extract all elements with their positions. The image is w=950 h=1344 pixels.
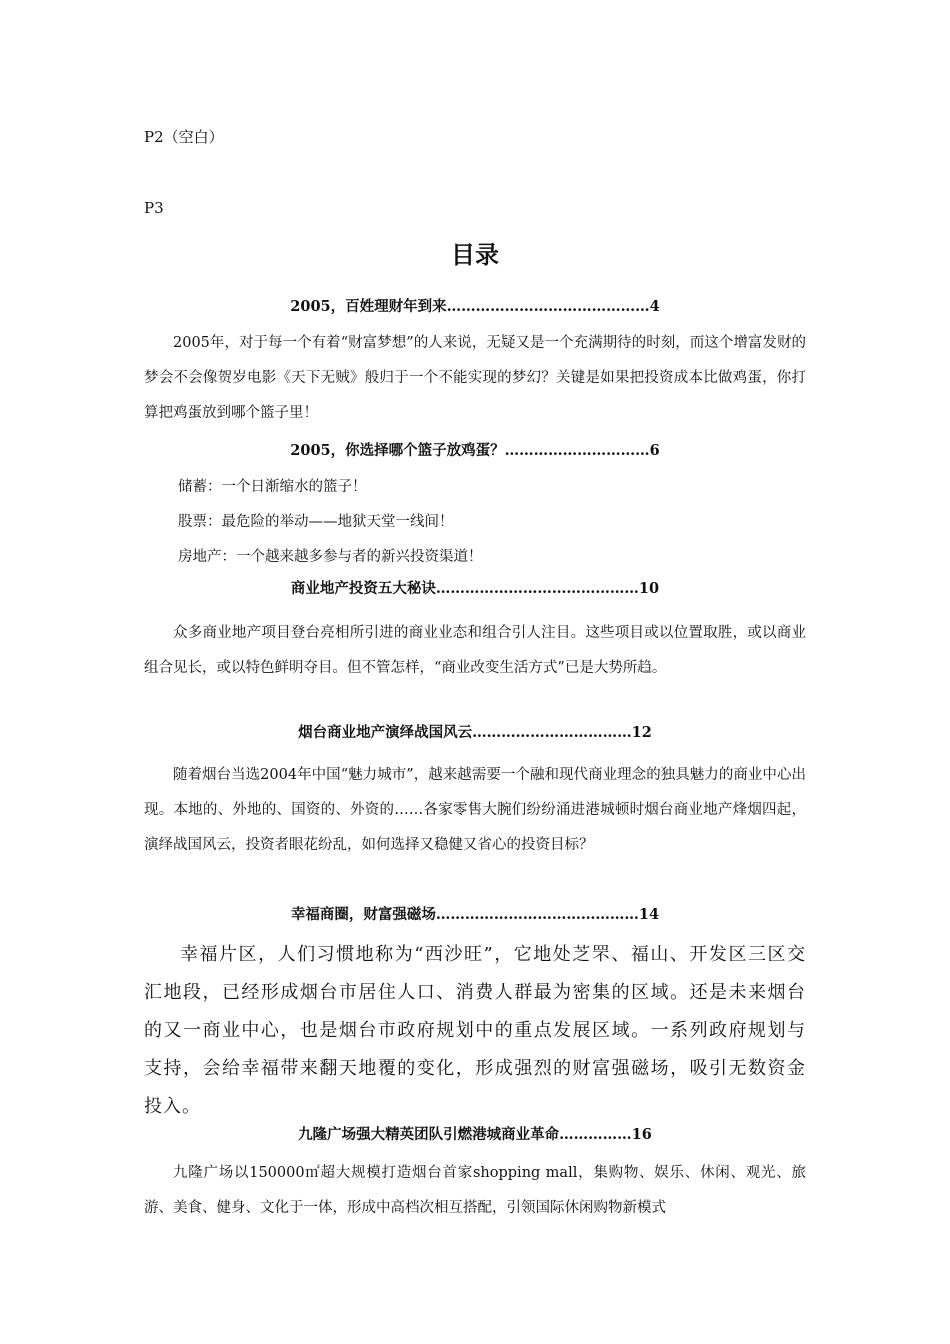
toc-heading[interactable]: 商业地产投资五大秘诀……………………………………10 [290, 580, 660, 597]
toc-description: 九隆广场以150000㎡超大规模打造烟台首家shopping mall，集购物、娱乐、休闲、观光、旅游、美食、健身、文化于一体，形成中高档次相互搭配，引领国际休闲购物新模式 [144, 1165, 806, 1216]
toc-title: 目录 [451, 241, 499, 269]
toc-entry-1 [144, 296, 806, 431]
toc-line: 股票：最危险的举动——地狱天堂一线间！ [178, 514, 454, 530]
toc-description: 幸福片区，人们习惯地称为“西沙旺”，它地处芝罘、福山、开发区三区交汇地段，已经形成烟台市居住人口、消费人群最为密集的区域。还是未来烟台的又一商业中心，也是烟台市政府规划中的重点发展区域。一系列政府规划与支持，会给幸福带来翻天地覆的变化，形成强烈的财富强磁场，吸引无数资金投入。 [144, 944, 806, 1117]
toc-line: 储蓄：一个日渐缩水的篮子！ [178, 479, 367, 495]
toc-description: 2005年，对于每一个有着“财富梦想”的人来说，无疑又是一个充满期待的时刻，而这个增富发财的梦会不会像贺岁电影《天下无贼》般归于一个不能实现的梦幻？关键是如果把投资成本比做鸡蛋，你打算把鸡蛋放到哪个篮子里！ [144, 335, 806, 421]
toc-heading[interactable]: 2005，你选择哪个篮子放鸡蛋？…………………………6 [290, 442, 660, 459]
page-label-p2: P2（空白） [144, 128, 224, 146]
toc-entry-2 [144, 440, 806, 575]
toc-entry-3 [144, 578, 806, 686]
toc-entry-6 [144, 1124, 806, 1226]
toc-description: 随着烟台当选2004年中国“魅力城市”，越来越需要一个融和现代商业理念的独具魅力的商业中心出现。本地的、外地的、国资的、外资的……各家零售大腕们纷纷涌进港城顿时烟台商业地产烽烟四起，演绎战国风云，投资者眼花纷乱，如何选择又稳健又省心的投资目标？ [144, 767, 806, 853]
toc-heading[interactable]: 幸福商圈，财富强磁场……………………………………14 [290, 906, 660, 923]
toc-heading[interactable]: 九隆广场强大精英团队引燃港城商业革命……………16 [298, 1126, 652, 1143]
page-label-p3: P3 [144, 199, 164, 217]
toc-heading[interactable]: 2005，百姓理财年到来……………………………………4 [290, 298, 660, 315]
toc-entry-5 [144, 904, 806, 1126]
toc-entry-4 [144, 722, 806, 863]
toc-description: 众多商业地产项目登台亮相所引进的商业业态和组合引人注目。这些项目或以位置取胜，或以商业组合见长，或以特色鲜明夺目。但不管怎样，“商业改变生活方式”已是大势所趋。 [144, 625, 806, 676]
toc-heading[interactable]: 烟台商业地产演绎战国风云……………………………12 [298, 724, 652, 741]
toc-line: 房地产：一个越来越多参与者的新兴投资渠道！ [178, 549, 483, 565]
